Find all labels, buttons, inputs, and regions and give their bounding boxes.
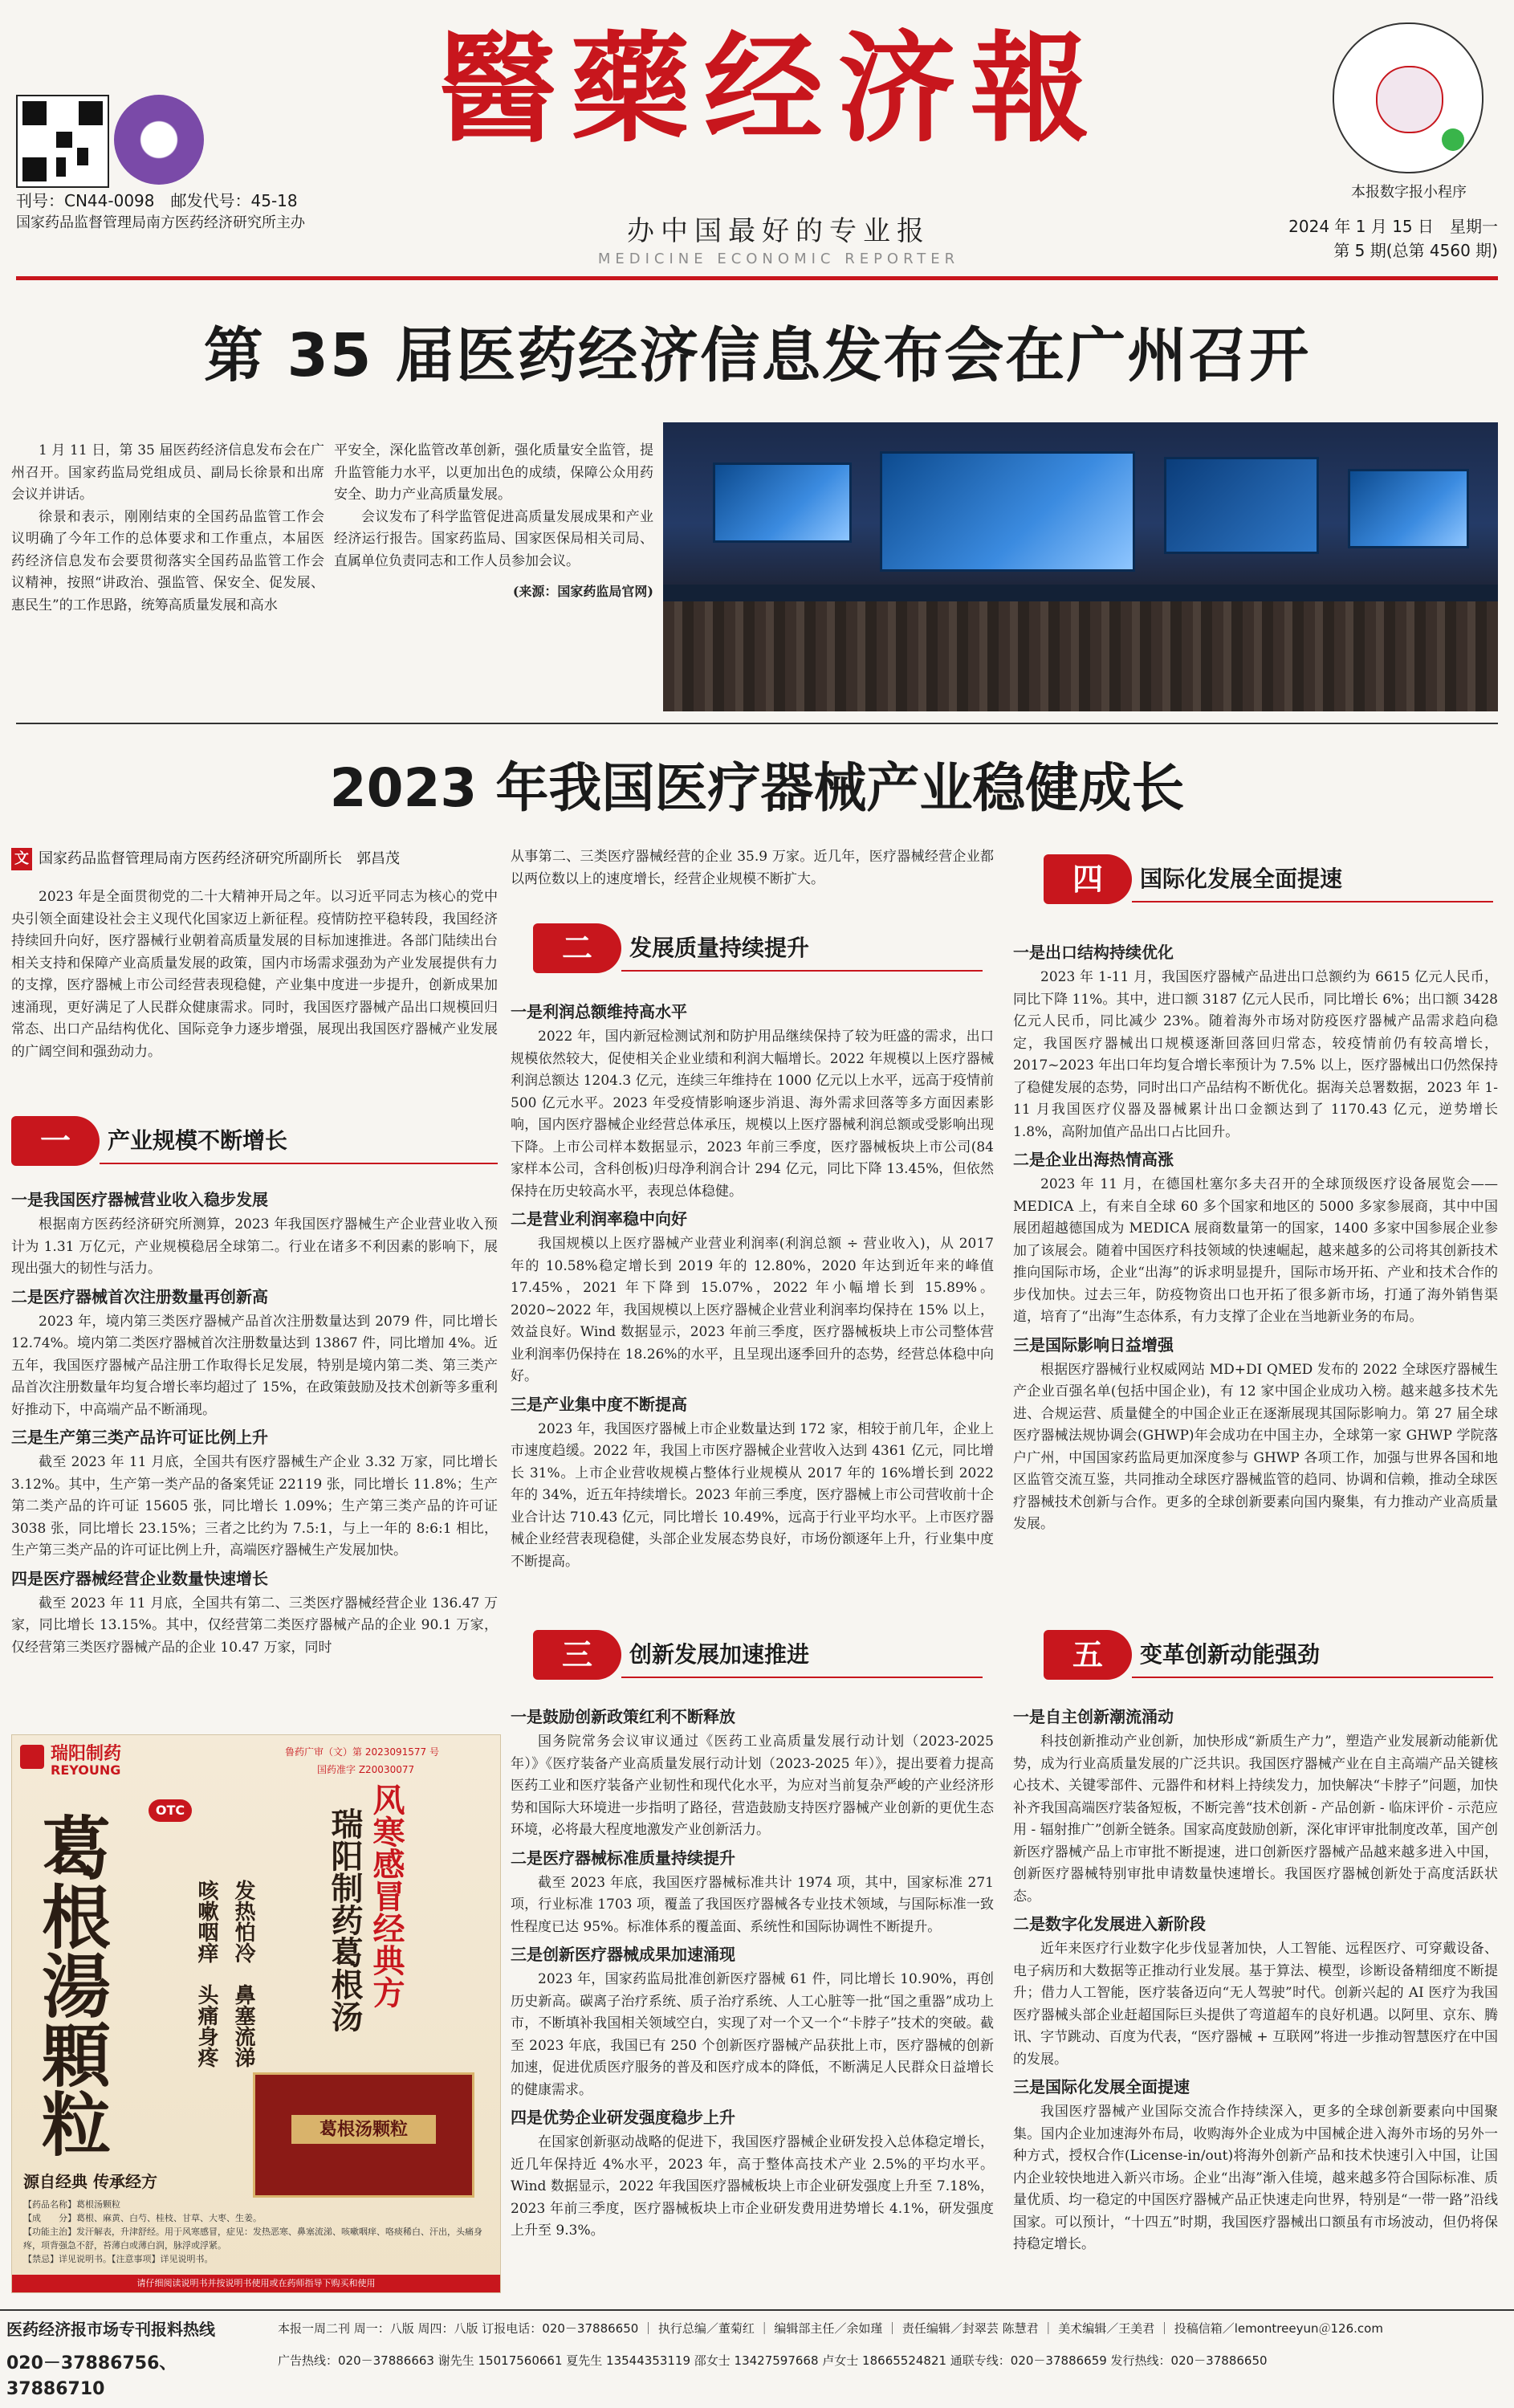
section-1-header: [11, 1116, 498, 1166]
article1-p2: 徐景和表示，刚刚结束的全国药品监管工作会议明确了今年工作的总体要求和工作重点，本届医药经济信息发布会要贯彻落实全国药品监管工作会议精神，按照“讲政治、强监管、保安全、促发展、惠民生”的工作思路，统筹高质量发展和高水: [11, 508, 324, 613]
s3-p1: 国务院常务会议审议通过《医药工业高质量发展行动计划（2023-2025 年）》《医疗装备产业高质量发展行动计划（2023-2025 年）》，提出要着力提高医药工业和医疗装备产业韧性和现代化水平，为应对当前复杂严峻的产业经济形势和国际大环境进一步指明了路径，营造鼓励支持医疗器械产业创新的更优生态环境，必将最大程度地激发产业创新活力。: [511, 1734, 994, 1838]
masthead-slogan: 办中国最好的专业报: [627, 215, 930, 247]
s1-h1: 一是我国医疗器械营业收入稳步发展: [11, 1190, 268, 1209]
masthead-title: 醫藥经济報: [438, 18, 1104, 158]
section-5-header: [1044, 1630, 1493, 1680]
mini-program-code-large[interactable]: [1333, 22, 1483, 173]
issue-number: 第 5 期(总第 4560 期): [1333, 241, 1498, 260]
wechat-icon: [1442, 128, 1464, 151]
section-5-number: 五: [1044, 1630, 1132, 1680]
footer-line-1: 本报一周二刊 周一：八版 周四：八版 订报电话：020－37886650 ｜ 执行总编／董菊红 ｜ 编辑部主任／余如瑾 ｜ 责任编辑／封翠芸 陈慧君 ｜ 美术编辑／王美君 ｜ 投稿信箱／lemontreeyun＠126.com: [278, 2321, 1383, 2336]
section-4-title: 国际化发展全面提速: [1140, 866, 1343, 892]
s2-p2: 我国规模以上医疗器械产业营业利润率(利润总额 ÷ 营业收入)，从 2017 年的 10.58%稳定增长到 2019 年的 12.80%，2020 年达到近年来的峰值 17.45%，2021 年下降到 15.07%，2022 年小幅增长到 15.89%。2020~2022 年，我国规模以上医疗器械企业营业利润率均保持在 15% 以上，效益良好。Wind 数据显示，2023 年前三季度，医疗器械板块上市公司整体营业利润率仍保持在 18.26%的水平，且呈现出逐季回升的态势，经营总体稳中向好。: [511, 1236, 994, 1384]
section-3-title: 创新发展加速推进: [629, 1641, 810, 1668]
ad-fine-1: 【药品名称】葛根汤颗粒: [23, 2199, 120, 2210]
section-4-header: [1044, 854, 1493, 904]
article1-col2: [334, 440, 653, 603]
s4-p2: 2023 年 11 月，在德国杜塞尔多夫召开的全球顶级医疗设备展览会——MEDICA 上，有来自全球 60 多个国家和地区的 5000 多家参展商，其中中国展团超越德国成为 MEDICA 展商数量第一的国家，1400 多家中国参展企业参加了该展会。随着中国医疗科技领域的快速崛起，越来越多的公司将其创新技术推向国际市场，企业“出海”的诉求明显提升，国际市场开拓、产业和技术合作的步伐加快。过去三年，防疫物资出口也开拓了很多新市场，打通了海外销售渠道，培育了“出海”生态体系，有力支撑了企业在当地新业务的布局。: [1013, 1176, 1498, 1325]
article1-p3: 平安全，深化监管改革创新，强化质量安全监管，提升监管能力水平，以更加出色的成绩，保障公众用药安全、助力产业高质量发展。: [334, 442, 653, 503]
s3-p2: 截至 2023 年底，我国医疗器械标准共计 1974 项，其中，国家标准 271 项，行业标准 1703 项，覆盖了我国医疗器械各专业技术领域，与国际标准一致性程度已达 95%。标准体系的覆盖面、系统性和国际协调性不断提升。: [511, 1874, 994, 1935]
s5-p3: 我国医疗器械产业国际交流合作持续深入，更多的全球创新要素向中国聚集。国内企业加速海外布局，收购海外企业成为中国械企进入海外市场的另外一种方式，授权合作(License-in/out)将海外创新产品和技术快速引入中国，让国内企业较快地进入新兴市场。企业“出海”渐入佳境，越来越多符合国际标准、质量优质、均一稳定的中国医疗器械产品正快速走向世界，特别是“一带一路”沿线国家。可以预计，“十四五”时期，我国医疗器械出口额虽有市场波动，但仍将保持稳定增长。: [1013, 2104, 1498, 2252]
ad-product-name: 葛根湯顆粒: [30, 1812, 111, 2157]
s5-h3: 三是国际化发展全面提速: [1013, 2077, 1190, 2096]
s3-h4: 四是优势企业研发强度稳步上升: [511, 2108, 735, 2127]
section-2-header: [533, 923, 983, 973]
ad-company: 瑞阳制药: [51, 1744, 122, 1764]
ad-otc-badge: OTC: [149, 1799, 192, 1822]
ad-fine-5: 请仔细阅读说明书并按说明书使用或在药师指导下购买和使用: [136, 2278, 376, 2288]
s3-h1: 一是鼓励创新政策红利不断释放: [511, 1707, 735, 1726]
masthead-english: MEDICINE ECONOMIC REPORTER: [597, 251, 960, 267]
ad-fine-3: 【功能主治】发汗解表，升津舒经。用于风寒感冒，症见：发热恶寒、鼻塞流涕、咳嗽咽痒、咯痰稀白、汗出，头痛身疼，项背强急不舒，苔薄白或薄白润，脉浮或浮紧。: [23, 2227, 482, 2251]
s3-h3: 三是创新医疗器械成果加速涌现: [511, 1945, 735, 1964]
s5-p1: 科技创新推动产业创新，加快形成“新质生产力”，塑造产业发展新动能新优势，成为行业高质量发展的广泛共识。我国医疗器械产业在自主高端产品关键核心技术、关键零部件、元器件和材料上持续发力，加快解决“卡脖子”问题，加快补齐我国高端医疗装备短板，不断完善“技术创新 - 产品创新 - 临床评价 - 示范应用 - 辐射推广”创新全链条。国家高度鼓励创新，深化审评审批制度改革，国产创新医疗器械产品上市审批不断提速，进口创新医疗器械产品越来越多进入中国，创新医疗器械特别审批申请数量快速增长。我国医疗器械创新处于高度活跃状态。: [1013, 1734, 1498, 1905]
ad-symptoms-1: 发热怕冷 鼻塞流涕: [231, 1880, 255, 2068]
section-4-number: 四: [1044, 854, 1132, 904]
footer-hotline: 020－37886756、37886710: [6, 2353, 177, 2399]
ad-approval-2: 国药准字 Z20030077: [317, 1764, 415, 1775]
ad-fine-2: 【成 分】葛根、麻黄、白芍、桂枝、甘草、大枣、生姜。: [23, 2213, 262, 2223]
article1-source: (来源：国家药监局官网): [512, 584, 653, 599]
article1-p1: 1 月 11 日，第 35 届医药经济信息发布会在广州召开。国家药监局党组成员、副局长徐景和出席会议并讲话。: [11, 442, 324, 503]
section-1-body: [11, 1184, 498, 1659]
section-5-body: [1013, 1701, 1498, 2256]
ad-company-logo: [20, 1745, 44, 1769]
headline-article2: 2023 年我国医疗器械产业稳健成长: [329, 757, 1185, 819]
s1-h4: 四是医疗器械经营企业数量快速增长: [11, 1568, 268, 1588]
section-3-body: [511, 1701, 994, 2243]
section-1-number: 一: [11, 1116, 100, 1166]
byline-text: 国家药品监督管理局南方医药经济研究所副所长 郭昌茂: [39, 850, 400, 867]
col2-top: [511, 846, 994, 890]
masthead-rule: [16, 276, 1498, 280]
section-2-title: 发展质量持续提升: [629, 935, 810, 961]
s1-p3: 截至 2023 年 11 月底，全国共有医疗器械生产企业 3.32 万家，同比增长 3.12%。其中，生产第一类产品的备案凭证 22119 张，同比增长 11.8%；生产第二类产品的许可证 15605 张，同比增长 1.09%；生产第三类产品的许可证 3038 张，同比增长 23.15%；三者之比约为 7.5:1，与上一年的 8:6:1 相比，生产第三类产品的许可证比例上升，高端医疗器械生产发展加快。: [11, 1454, 498, 1558]
issn-text: 刊号：CN44-0098 邮发代号：45-18: [16, 191, 298, 210]
s3-p3: 2023 年，国家药监局批准创新医疗器械 61 件，同比增长 10.90%，再创历史新高。碳离子治疗系统、质子治疗系统、人工心脏等一批“国之重器”成功上市，不断填补我国相关领域空白，实现了对一个又一个“卡脖子”技术的突破。截至 2023 年底，我国已有 250 个创新医疗器械产品获批上市，医疗器械的创新加速，促进优质医疗服务的普及和医疗成本的降低，不断满足人民群众日益增长的健康需求。: [511, 1971, 994, 2098]
advertisement[interactable]: [11, 1734, 501, 2293]
footer-hotline-label: 医药经济报市场专刊报料热线: [6, 2320, 215, 2339]
s5-p2: 近年来医疗行业数字化步伐显著加快，人工智能、远程医疗、可穿戴设备、电子病历和大数据等正推动行业发展。基于算法、模型，诊断设备精细度不断提升；借力人工智能，医疗装备迈向“无人驾驶”时代。创新兴起的 AI 医疗为我国医疗器械头部企业赶超国际巨头提供了弯道超车的良好机遇。以阿里、京东、腾讯、字节跳动、百度为代表，“医疗器械 + 互联网”将进一步推动智慧医疗在中国的发展。: [1013, 1941, 1498, 2068]
col2-top-text: 从事第二、三类医疗器械经营的企业 35.9 万家。近几年，医疗器械经营企业都以两位数以上的速度增长，经营企业规模不断扩大。: [511, 849, 994, 887]
ad-product-box: [253, 2072, 474, 2198]
s4-p3: 根据医疗器械行业权威网站 MD+DI QMED 发布的 2022 全球医疗器械生产企业百强名单(包括中国企业)，有 12 家中国企业成功入榜。越来越多技术先进、合规运营、质量健全的中国企业正在逐渐展现其国际影响力。第 27 届全球医疗器械法规协调会(GHWP)年会成功在中国主办，全球第一家 GHWP 学院落户广州，中国国家药监局更加深度参与 GHWP 各项工作，加强与世界各国和地区监管交流互鉴，共同推动全球医疗器械监管的趋同、协调和信赖，推动全球医疗器械技术创新与合作。更多的全球创新要素向国内聚集，有力推动产业高质量发展。: [1013, 1361, 1498, 1532]
intro-paragraph: [11, 886, 498, 1063]
s1-p4: 截至 2023 年 11 月底，全国共有第二、三类医疗器械经营企业 136.47 万家，同比增长 13.15%。其中，仅经营第二类医疗器械产品的企业 90.1 万家，仅经营第三类医疗器械产品的企业 10.47 万家，同时: [11, 1595, 498, 1656]
footer-line-2: 广告热线：020－37886663 谢先生 15017560661 夏先生 13544353119 邵女士 13427597668 卢女士 18665524821 通联专线：020－37886659 发行热线：020－37886650: [278, 2353, 1268, 2368]
s3-p4: 在国家创新驱动战略的促进下，我国医疗器械企业研发投入总体稳定增长，近几年保持近 4%水平，2023 年，高于整体高技术产业 2.5%的平均水平。Wind 数据显示，2022 年我国医疗器械板块上市企业研发强度上升至 7.18%，2023 年前三季度，医疗器械板块上市企业研发费用进势增长 4.1%，研发强度上升至 9.3%。: [511, 2134, 994, 2239]
sponsor-text: 国家药品监督管理局南方医药经济研究所主办: [16, 214, 305, 231]
intro-text: 2023 年是全面贯彻党的二十大精神开局之年。以习近平同志为核心的党中央引领全面建设社会主义现代化国家迈上新征程。疫情防控平稳转段，我国经济持续回升向好，医疗器械行业朝着高质量发展的目标加速推进。各部门陆续出台相关支持和保障产业高质量发展的政策，国内市场需求强劲为产业发展提供有力的支撑，医疗器械上市公司经营表现稳健，产业集中度进一步提升，创新成果加速涌现，更好满足了人民群众健康需求。同时，我国医疗器械产品出口规模回归常态、出口产品结构优化、国际竞争力逐步增强，展现出我国医疗器械产业发展的广阔空间和强劲动力。: [11, 889, 498, 1060]
ad-symptoms-2: 咳嗽咽痒 头痛身疼: [194, 1880, 218, 2068]
ad-footer-strip: [12, 2275, 500, 2292]
ad-box-label: 葛根汤颗粒: [291, 2115, 436, 2144]
section-4-body: [1013, 936, 1498, 1536]
section-3-number: 三: [533, 1630, 621, 1680]
s2-p1: 2022 年，国内新冠检测试剂和防护用品继续保持了较为旺盛的需求，出口规模依然较大，促使相关企业业绩和利润大幅增长。2022 年规模以上医疗器械利润总额达 1204.3 亿元，连续三年维持在 1000 亿元以上水平，远高于疫情前 500 亿元水平。2023 年受疫情影响逐步消退、海外需求回落等多方面因素影响，国内医疗器械企业经营总体承压，规模以上医疗器械利润总额或受影响出现下降。上市公司样本数据显示，2023 年前三季度，医疗器械板块上市公司(84 家样本公司，含科创板)归母净利润合计 294 亿元，同比下降 13.45%，但依然保持在历史较高水平，表现总体稳健。: [511, 1029, 994, 1200]
ad-fine-4: 【禁忌】详见说明书。【注意事项】详见说明书。: [23, 2254, 214, 2264]
s3-h2: 二是医疗器械标准质量持续提升: [511, 1848, 735, 1868]
section-2-number: 二: [533, 923, 621, 973]
ad-approval-1: 鲁药广审（文）第 2023091577 号: [285, 1746, 439, 1758]
s5-h2: 二是数字化发展进入新阶段: [1013, 1914, 1206, 1933]
s4-h1: 一是出口结构持续优化: [1013, 943, 1174, 962]
qr-code-left[interactable]: [16, 95, 109, 188]
s1-h2: 二是医疗器械首次注册数量再创新高: [11, 1286, 268, 1306]
mini-program-code-small[interactable]: [114, 95, 204, 185]
s4-h3: 三是国际影响日益增强: [1013, 1334, 1174, 1355]
ad-tagline: 源自经典 传承经方: [23, 2172, 157, 2191]
issue-date: 2024 年 1 月 15 日 星期一: [1288, 217, 1498, 236]
ad-company-en: REYOUNG: [51, 1762, 121, 1778]
s2-h2: 二是营业利润率稳中向好: [511, 1209, 687, 1228]
footer-rule: [0, 2309, 1514, 2311]
s4-p1: 2023 年 1-11 月，我国医疗器械产品进出口总额约为 6615 亿元人民币，同比下降 11%。其中，进口额 3187 亿元人民币，同比增长 6%；出口额 3428 亿元人民币，同比减少 23%。随着海外市场对防疫医疗器械产品需求趋向稳定，我国医疗器械出口规模逐渐回落回归常态，较疫情前仍有较高增长，2017~2023 年出口年均复合增长率预计为 7.5% 以上，医疗器械出口仍然保持了稳健发展的态势，同时出口产品结构不断优化。据海关总署数据，2023 年 1-11 月我国医疗仪器及器械累计出口金额达到了 1170.43 亿元，逆势增长 1.8%，高附加值产品出口占比回升。: [1013, 969, 1498, 1140]
section-3-header: [533, 1630, 983, 1680]
s4-h2: 二是企业出海热情高涨: [1013, 1150, 1174, 1169]
s2-p3: 2023 年，我国医疗器械上市企业数量达到 172 家，相较于前几年，企业上市速度趋缓。2022 年，我国上市医疗器械企业营收入达到 4361 亿元，同比增长 31%。上市企业营收规模占整体行业规模从 2017 年的 16%增长到 2022 年的 34%，近五年持续增长。2023 年前三季度，医疗器械上市公司营收前十企业合计达 710.43 亿元，同比增长 10.49%，远高于行业平均水平。上市医疗器械企业经营表现稳健，头部企业发展态势良好，市场份额逐年上升，行业集中度不断提高。: [511, 1420, 994, 1570]
article1-col1: [11, 440, 324, 617]
section-1-title: 产业规模不断增长: [108, 1127, 288, 1154]
s1-p1: 根据南方医药经济研究所测算，2023 年我国医疗器械生产企业营业收入预计为 1.31 万亿元，产业规模稳居全球第二。行业在诸多不利因素的影响下，展现出强大的韧性与活力。: [11, 1216, 498, 1277]
article1-p4: 会议发布了科学监管促进高质量发展成果和产业经济运行报告。国家药监局、国家医保局相关司局、直属单位负责同志和工作人员参加会议。: [334, 508, 653, 569]
s1-h3: 三是生产第三类产品许可证比例上升: [11, 1428, 268, 1447]
section-5-title: 变革创新动能强劲: [1140, 1641, 1321, 1668]
byline: [11, 848, 493, 870]
section-2-body: [511, 996, 994, 1573]
ad-slogan-1: 风寒感冒经典方: [368, 1783, 405, 2008]
article-divider: [16, 723, 1498, 724]
ad-fineprint: [23, 2198, 489, 2266]
s1-p2: 2023 年，境内第三类医疗器械产品首次注册数量达到 2079 件，同比增长 12.74%。境内第二类医疗器械首次注册数量达到 13867 件，同比增加 4%。近五年，我国医疗器械产品注册工作取得长足发展，特别是境内第二类、第三类产品首次注册数量年均复合增长率均超过了 15%，在政策鼓励及技术创新等多重利好推动下，中高端产品不断涌现。: [11, 1313, 498, 1418]
byline-mark: 文: [11, 848, 32, 870]
mini-program-caption: 本报数字报小程序: [1351, 184, 1467, 201]
headline-article1: 第 35 届医药经济信息发布会在广州召开: [203, 321, 1311, 390]
s2-h1: 一是利润总额维持高水平: [511, 1002, 687, 1021]
s5-h1: 一是自主创新潮流涌动: [1013, 1707, 1174, 1726]
conference-photo: [663, 422, 1498, 711]
ad-slogan-2: 瑞阳制药葛根汤: [326, 1807, 364, 2032]
s2-h3: 三是产业集中度不断提高: [511, 1394, 687, 1414]
